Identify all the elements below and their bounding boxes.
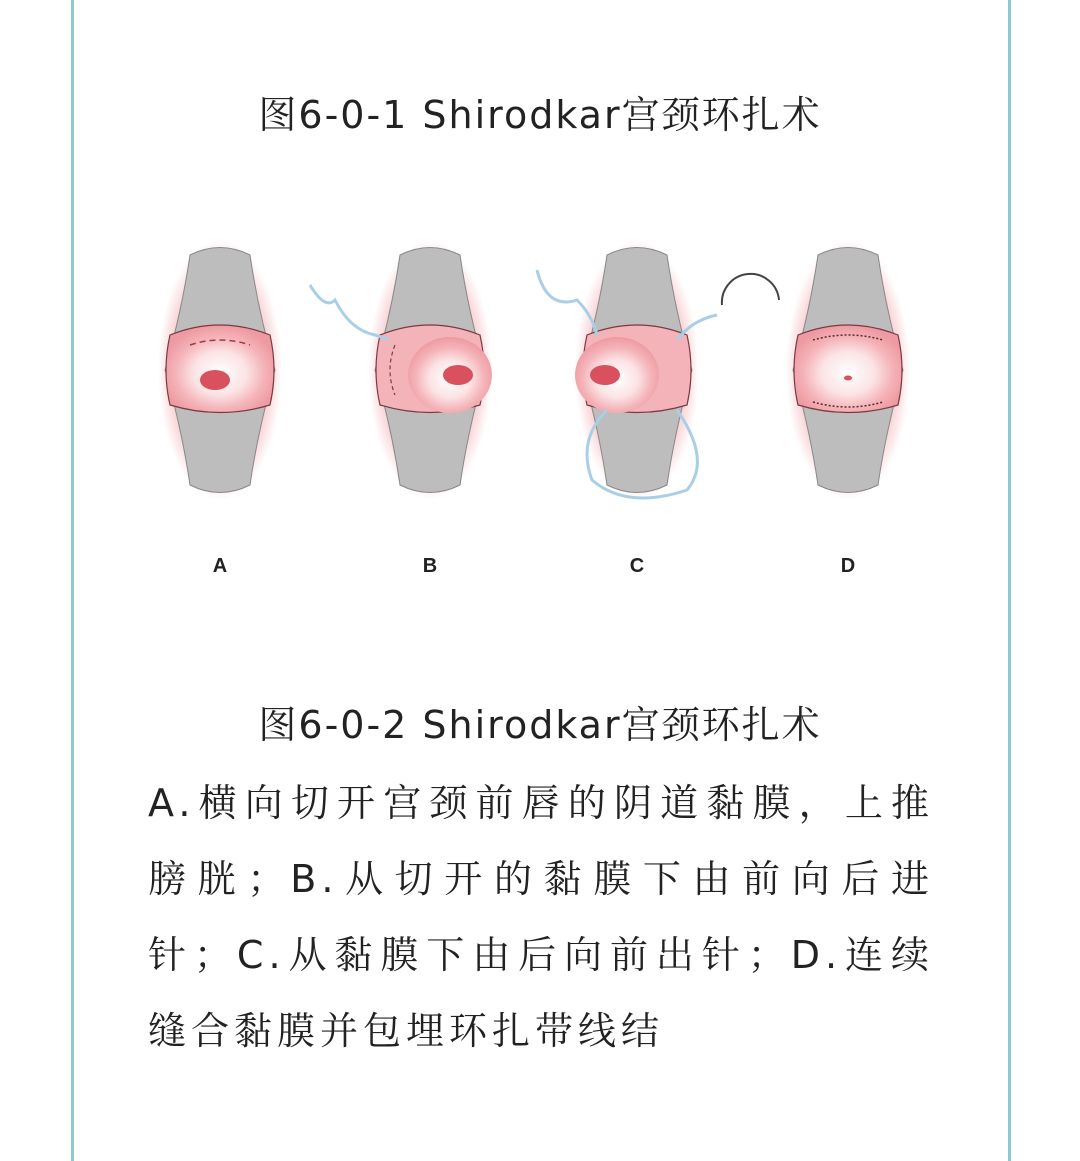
panel-label-c: C (629, 555, 645, 577)
figure-1-title: 图6-0-1 Shirodkar宫颈环扎术 (258, 93, 822, 137)
caption-line: 膀胱；B.从切开的黏膜下由前向后进 (148, 857, 934, 901)
caption-line: 针；C.从黏膜下由后向前出针；D.连续 (148, 933, 934, 977)
panel-a (158, 240, 282, 500)
cerclage-illustration (0, 230, 1080, 590)
panel-label-a: A (212, 555, 228, 577)
panel-label-b: B (422, 555, 438, 577)
caption-line: 缝合黏膜并包埋环扎带线结 (148, 1009, 665, 1053)
panel-d (786, 240, 910, 500)
figure-2-title: 图6-0-2 Shirodkar宫颈环扎术 (258, 703, 822, 747)
panel-c (537, 240, 779, 500)
panel-label-d: D (840, 555, 856, 577)
panel-b (310, 240, 492, 500)
caption-line: A.横向切开宫颈前唇的阴道黏膜，上推 (148, 781, 934, 825)
